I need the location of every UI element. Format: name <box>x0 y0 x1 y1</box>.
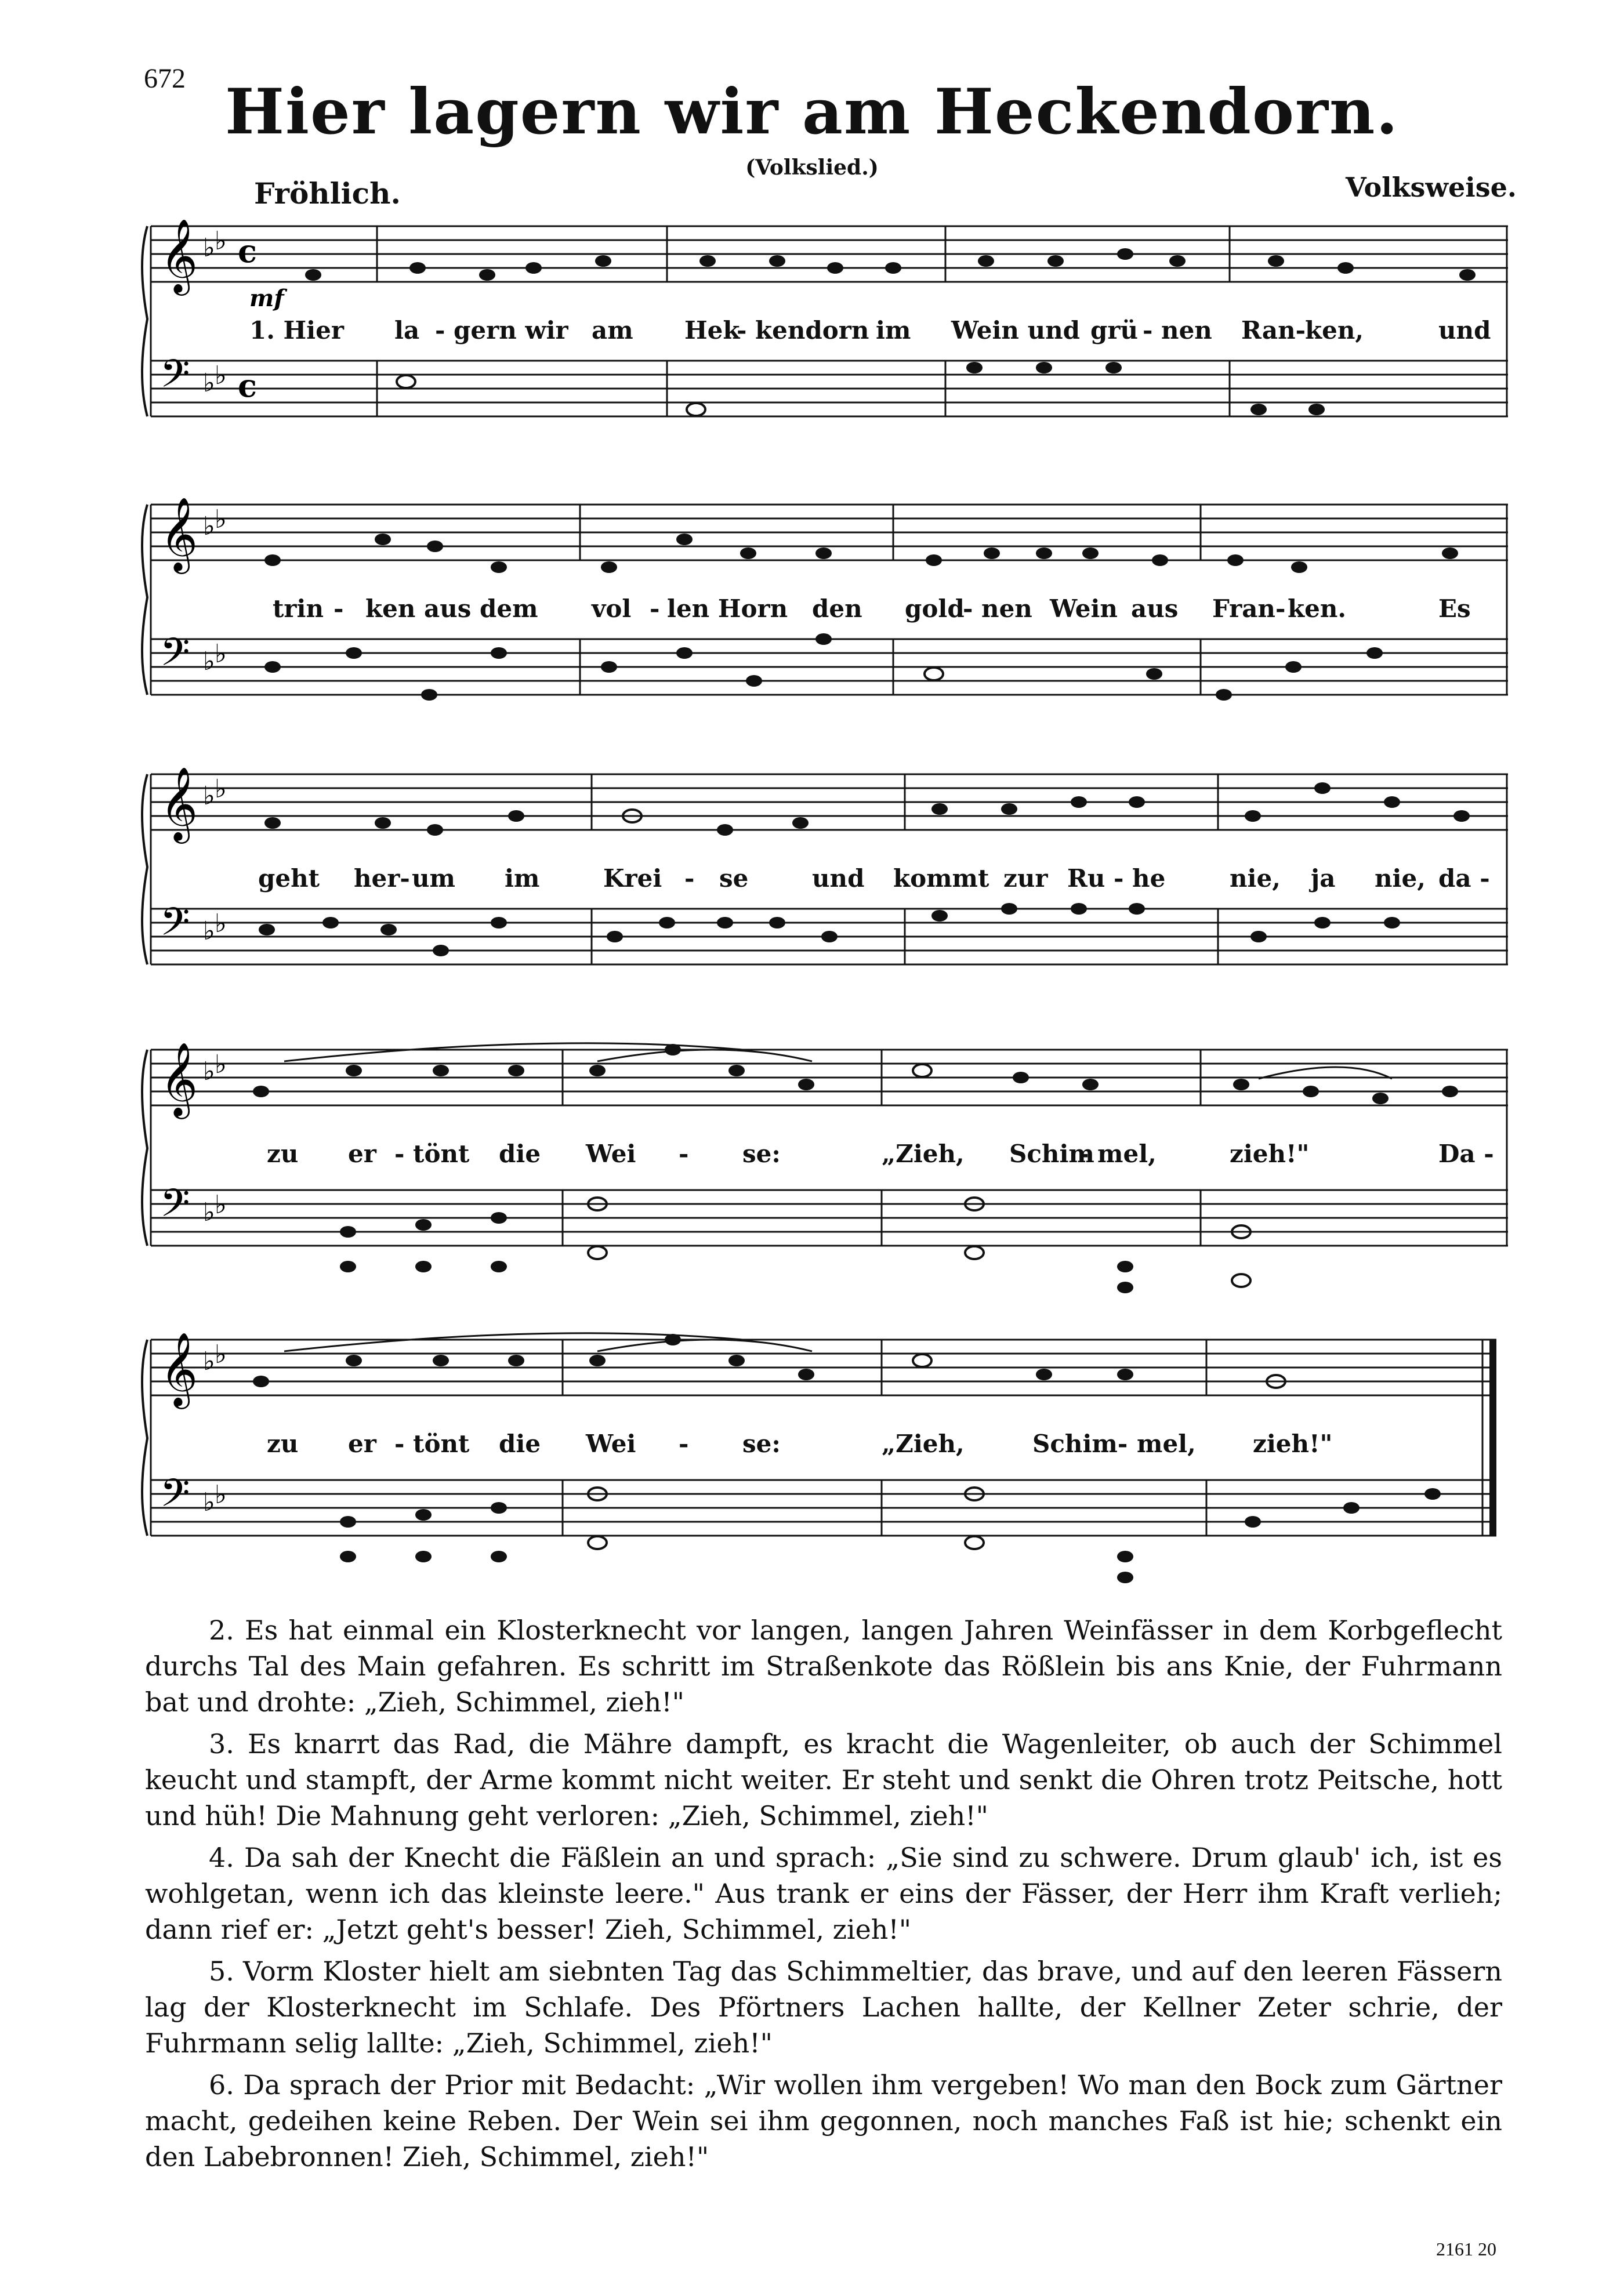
verse-6: 6. Da sprach der Prior mit Bedacht: „Wir wollen ihm vergeben! Wo man den Bock zum Gärtner macht, gedeihen keine Reben. Der Wein sei ihm gegonnen, noch manches Faß ist hie; schenkt ein den Labebronnen! Zieh, Schimmel, zieh!" <box>145 2069 1502 2172</box>
lyric-syllable: - tönt <box>394 1430 470 1458</box>
lyric-syllable: und <box>1438 316 1491 344</box>
lyric-syllable: ken, <box>1305 316 1364 344</box>
lyric-syllable: Es <box>1438 594 1471 623</box>
svg-text:♭: ♭ <box>203 512 215 541</box>
svg-text:𝄞: 𝄞 <box>160 766 198 840</box>
lyric-syllable: la <box>394 316 420 344</box>
svg-text:♭: ♭ <box>215 1480 227 1510</box>
verse-2: 2. Es hat einmal ein Klosterknecht vor langen, langen Jahren Weinfässer in dem Korbgeflecht durchs Tal des Main gefahren. Es schritt im Straßenkote das Rößlein bis ans Knie, der Fuhrmann bat und drohte: „Zieh, Schimmel, zieh!" <box>145 1615 1502 1718</box>
verses-block <box>145 1612 1502 2181</box>
page-title: Hier lagern wir am Heckendorn. <box>224 75 1400 148</box>
lyric-syllable: - he <box>1114 864 1166 893</box>
lyric-syllable: - <box>334 594 344 623</box>
lyric-syllable: gold <box>905 594 965 623</box>
lyric-syllable: Hek <box>684 316 740 344</box>
svg-text:♭: ♭ <box>215 639 227 669</box>
svg-text:♭: ♭ <box>203 368 215 398</box>
lyric-syllable: da - <box>1438 864 1490 893</box>
lyric-syllable: - <box>684 864 695 893</box>
lyrics-row-4 <box>139 1140 1508 1174</box>
lyric-syllable: im <box>505 864 540 893</box>
lyric-syllable: den <box>812 594 862 623</box>
lyric-syllable: se: <box>742 1140 781 1168</box>
svg-text:𝄢: 𝄢 <box>160 1181 190 1235</box>
verse-4: 4. Da sah der Knecht die Fäßlein an und sprach: „Sie sind zu schwere. Drum glaub' ich, ist es wohlgetan, wenn ich das kleinste leere." Aus trank er eins der Fässer, der Herr ihm Kraft verlieh; dann rief er: „Jetzt geht's besser! Zieh, Schimmel, zieh!" <box>145 1842 1502 1945</box>
lyric-syllable: ja <box>1311 864 1336 893</box>
svg-text:♭: ♭ <box>203 916 215 946</box>
svg-text:♭: ♭ <box>215 361 227 390</box>
lyric-syllable: er <box>348 1140 376 1168</box>
lyric-syllable: die <box>499 1140 541 1168</box>
lyric-syllable: zu <box>267 1140 299 1168</box>
lyric-syllable: zieh!" <box>1253 1430 1333 1458</box>
verse-5: 5. Vorm Kloster hielt am siebnten Tag das Schimmeltier, das brave, und auf den leeren Fässern lag der Klosterknecht im Schlafe. Des Pförtners Lachen hallte, der Kellner Zeter schrie, der Fuhrmann selig lallte: „Zieh, Schimmel, zieh!" <box>145 1956 1502 2059</box>
lyric-syllable: die <box>499 1430 541 1458</box>
music-system-4 <box>139 1027 1508 1293</box>
lyric-syllable: her- <box>354 864 410 893</box>
lyric-syllable: len Horn <box>667 594 788 623</box>
subtitle: (Volkslied.) <box>745 155 879 180</box>
music-system-5 <box>139 1316 1508 1583</box>
lyric-syllable: ken aus dem <box>365 594 538 623</box>
lyric-syllable: se: <box>742 1430 781 1458</box>
lyric-syllable: - <box>679 1430 689 1458</box>
lyric-syllable: Ru <box>1067 864 1105 893</box>
svg-text:♭: ♭ <box>215 1190 227 1220</box>
svg-text:mf: mf <box>249 285 284 312</box>
lyric-syllable: mel, <box>1137 1430 1196 1458</box>
lyric-syllable: ken. <box>1288 594 1346 623</box>
svg-text:♭: ♭ <box>203 1198 215 1227</box>
lyric-syllable: se <box>719 864 749 893</box>
svg-text:♭: ♭ <box>215 774 227 804</box>
lyrics-row-5 <box>139 1430 1508 1464</box>
svg-text:♭: ♭ <box>215 226 227 256</box>
lyric-syllable: „Zieh, <box>882 1140 965 1168</box>
svg-text:♭: ♭ <box>203 781 215 811</box>
music-system-2 <box>139 481 1508 713</box>
lyric-syllable: Ran- <box>1241 316 1306 344</box>
svg-text:𝄞: 𝄞 <box>160 218 198 292</box>
svg-text:♭: ♭ <box>215 505 227 534</box>
svg-text:𝄞: 𝄞 <box>160 1332 198 1406</box>
lyric-syllable: 1. Hier <box>249 316 344 344</box>
svg-text:𝄞: 𝄞 <box>160 496 198 571</box>
svg-text:𝄢: 𝄢 <box>160 899 190 953</box>
lyric-syllable: Wei <box>586 1140 636 1168</box>
page-number: 672 <box>144 63 186 94</box>
lyric-syllable: Wein <box>1050 594 1118 623</box>
lyric-syllable: grü <box>1090 316 1139 344</box>
tempo-marking: Fröhlich. <box>254 176 401 211</box>
lyric-syllable: vol <box>592 594 632 623</box>
svg-text:♭: ♭ <box>203 233 215 263</box>
svg-text:♭: ♭ <box>215 909 227 938</box>
lyric-syllable: zur <box>1003 864 1048 893</box>
music-system-1 <box>139 203 1508 435</box>
lyric-syllable: zu <box>267 1430 299 1458</box>
lyric-syllable: „Zieh, <box>882 1430 965 1458</box>
svg-text:♭: ♭ <box>203 1488 215 1517</box>
lyric-syllable: Da - <box>1438 1140 1494 1168</box>
lyric-syllable: - kendorn <box>737 316 869 344</box>
lyric-syllable: nie, <box>1375 864 1426 893</box>
lyric-syllable: - gern wir <box>435 316 568 344</box>
lyric-syllable: Schim <box>1009 1140 1094 1168</box>
lyric-syllable: am <box>592 316 633 344</box>
svg-text:𝄢: 𝄢 <box>160 630 190 684</box>
lyrics-row-1 <box>139 316 1508 351</box>
svg-text:♭: ♭ <box>203 647 215 676</box>
lyric-syllable: zieh!" <box>1230 1140 1310 1168</box>
lyric-syllable: um <box>412 864 455 893</box>
svg-text:♭: ♭ <box>203 1347 215 1376</box>
lyric-syllable: - nen <box>1143 316 1212 344</box>
lyric-syllable: im <box>876 316 911 344</box>
lyric-syllable: Fran- <box>1212 594 1286 623</box>
svg-text:♭: ♭ <box>215 1340 227 1369</box>
lyric-syllable: Wein und <box>951 316 1081 344</box>
svg-text:c: c <box>238 233 257 270</box>
verse-3: 3. Es knarrt das Rad, die Mähre dampft, es kracht die Wagenleiter, ob auch der Schimmel keucht und stampft, der Arme kommt nicht weiter. Er steht und senkt die Ohren trotz Peitsche, hott und hüh! Die Mahnung geht verloren: „Zieh, Schimmel, zieh!" <box>145 1728 1502 1831</box>
lyrics-row-2 <box>139 594 1508 629</box>
svg-text:♭: ♭ <box>215 1050 227 1079</box>
lyric-syllable: - <box>679 1140 689 1168</box>
lyric-syllable: trin <box>273 594 324 623</box>
svg-text:c: c <box>238 367 257 404</box>
lyric-syllable: er <box>348 1430 376 1458</box>
lyric-syllable: aus <box>1131 594 1179 623</box>
svg-text:𝄞: 𝄞 <box>160 1042 198 1116</box>
lyric-syllable: Schim- <box>1032 1430 1128 1458</box>
lyric-syllable: geht <box>258 864 320 893</box>
lyrics-row-3 <box>139 864 1508 899</box>
lyric-syllable: - mel, <box>1079 1140 1157 1168</box>
svg-text:♭: ♭ <box>203 1057 215 1086</box>
lyric-syllable: Krei <box>603 864 662 893</box>
music-system-3 <box>139 751 1508 983</box>
lyric-syllable: - <box>650 594 660 623</box>
lyric-syllable: - tönt <box>394 1140 470 1168</box>
plate-number: 2161 20 <box>1436 2239 1496 2259</box>
lyric-syllable: Wei <box>586 1430 636 1458</box>
lyric-syllable: kommt <box>893 864 989 893</box>
lyric-syllable: - nen <box>963 594 1032 623</box>
lyric-syllable: und <box>812 864 865 893</box>
svg-text:𝄢: 𝄢 <box>160 351 190 405</box>
composer-credit: Volksweise. <box>1346 172 1517 203</box>
lyric-syllable: nie, <box>1230 864 1281 893</box>
svg-text:𝄢: 𝄢 <box>160 1471 190 1525</box>
